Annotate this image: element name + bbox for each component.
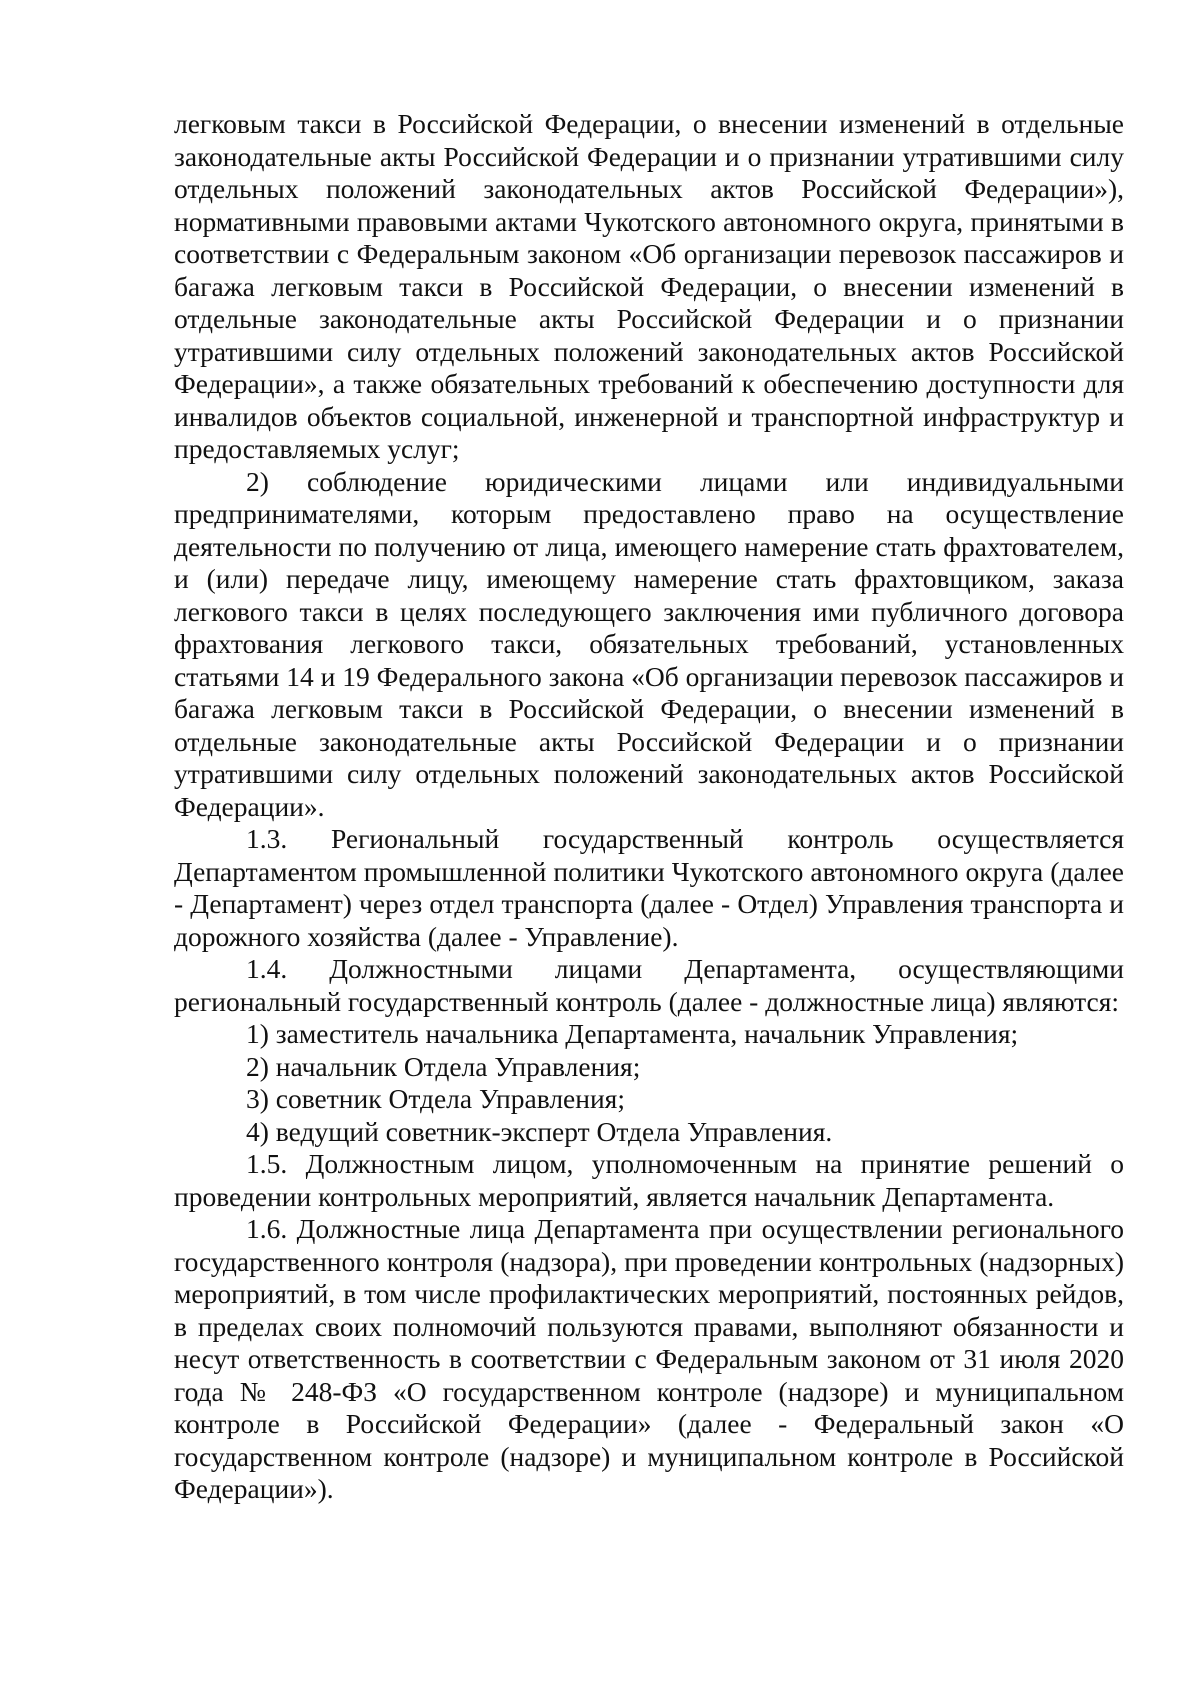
document-page bbox=[174, 108, 1124, 1506]
list-item: 2) начальник Отдела Управления; bbox=[246, 1050, 641, 1082]
paragraph-1-6: 1.6. Должностные лица Департамента при осуществлении регионального государственного контроля (надзора), при проведении контрольных (надзорных) мероприятий, в том числе профилактических мероприятий, постоянных рейдов, в пределах своих полномочий пользуются правами, выполняют обязанности и несут ответственность в соответствии с Федеральным законом от 31 июля 2020 года № 248-ФЗ «О государственном контроле (надзоре) и муниципальном контроле в Российской Федерации» (далее - Федеральный закон «О государственном контроле (надзоре) и муниципальном контроле в Российской Федерации»). bbox=[174, 1213, 1124, 1504]
list-item: 1) заместитель начальника Департамента, начальник Управления; bbox=[246, 1018, 1019, 1049]
paragraph-1-4: 1.4. Должностными лицами Департамента, осуществляющими региональный государственный контроль (далее - должностные лица) являются: bbox=[174, 953, 1124, 1017]
paragraph-1-5: 1.5. Должностным лицом, уполномоченным на принятие решений о проведении контрольных мероприятий, является начальник Департамента. bbox=[174, 1148, 1124, 1212]
paragraph-item-2: 2) соблюдение юридическими лицами или индивидуальными предпринимателями, которым предоставлено право на осуществление деятельности по получению от лица, имеющего намерение стать фрахтователем, и (или) передаче лицу, имеющему намерение стать фрахтовщиком, заказа легкового такси в целях последующего заключения ими публичного договора фрахтования легкового такси, обязательных требований, установленных статьями 14 и 19 Федерального закона «Об организации перевозок пассажиров и багажа легковым такси в Российской Федерации, о внесении изменений в отдельные законодательные акты Российской Федерации и о признании утратившими силу отдельных положений законодательных актов Российской Федерации». bbox=[174, 465, 1124, 822]
paragraph-continuation: легковым такси в Российской Федерации, о внесении изменений в отдельные законодательные акты Российской Федерации и о признании утратившими силу отдельных положений законодательных актов Российской Федерации»), нормативными правовыми актами Чукотского автономного округа, принятыми в соответствии с Федеральным законом «Об организации перевозок пассажиров и багажа легковым такси в Российской Федерации, о внесении изменений в отдельные законодательные акты Российской Федерации и о признании утратившими силу отдельных положений законодательных актов Российской Федерации», а также обязательных требований к обеспечению доступности для инвалидов объектов социальной, инженерной и транспортной инфраструктур и предоставляемых услуг; bbox=[174, 108, 1124, 464]
list-item: 3) советник Отдела Управления; bbox=[246, 1083, 625, 1114]
list-item: 4) ведущий советник-эксперт Отдела Управления. bbox=[246, 1115, 833, 1147]
paragraph-1-3: 1.3. Региональный государственный контроль осуществляется Департаментом промышленной политики Чукотского автономного округа (далее - Департамент) через отдел транспорта (далее - Отдел) Управления транспорта и дорожного хозяйства (далее - Управление). bbox=[174, 823, 1124, 952]
